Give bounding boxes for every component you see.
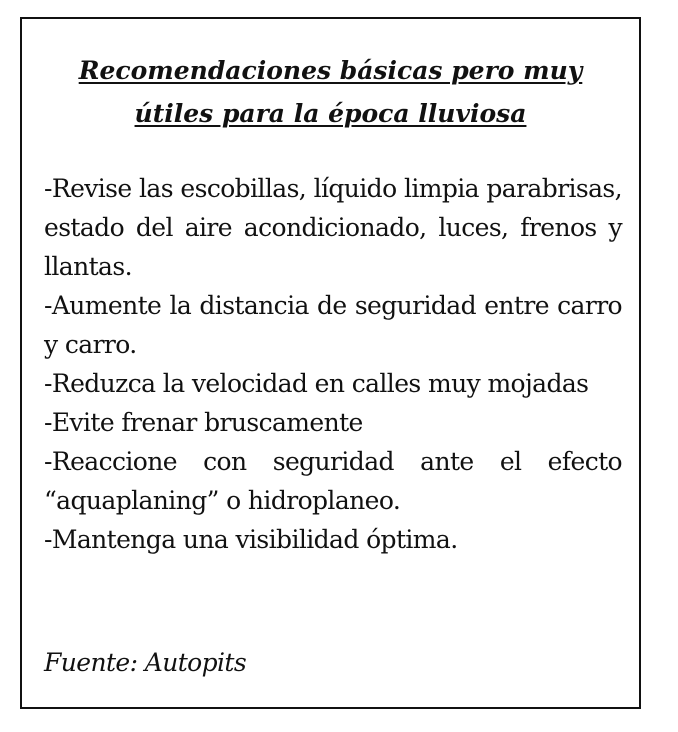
title-line-2: útiles para la época lluviosa <box>134 99 527 128</box>
list-item: -Reduzca la velocidad en calles muy mojadas <box>44 369 589 398</box>
recommendations-list <box>44 169 622 559</box>
list-item: -Mantenga una visibilidad óptima. <box>44 525 458 554</box>
list-item: -Reaccione con seguridad ante el efecto “aquaplaning” o hidroplaneo. <box>44 447 622 515</box>
recommendations-box <box>20 17 641 709</box>
list-item: -Revise las escobillas, líquido limpia parabrisas, estado del aire acondicionado, luces, frenos y llantas. <box>44 174 622 281</box>
source-credit: Fuente: Autopits <box>44 648 247 677</box>
box-title <box>22 49 639 135</box>
list-item: -Aumente la distancia de seguridad entre carro y carro. <box>44 291 622 359</box>
list-item: -Evite frenar bruscamente <box>44 408 363 437</box>
title-line-1: Recomendaciones básicas pero muy <box>78 56 583 85</box>
